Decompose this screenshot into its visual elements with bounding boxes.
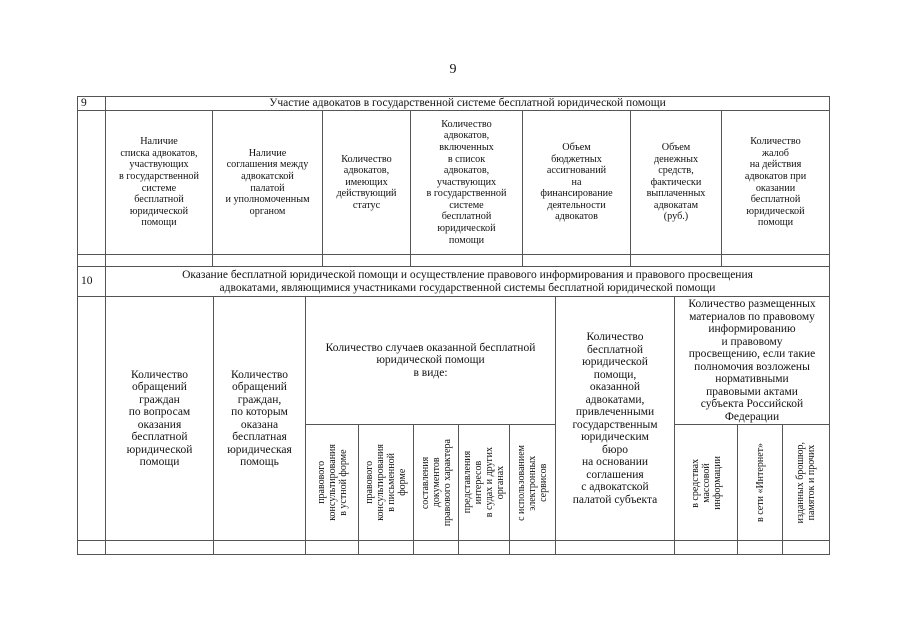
s9-col-1: Наличие списка адвокатов, участвующих в государственной системе бесплатной юридической помощи xyxy=(105,110,213,255)
section9-number: 9 xyxy=(77,96,106,111)
section9-title: Участие адвокатов в государственной системе бесплатной юридической помощи xyxy=(105,96,830,111)
s10-case-courts: представления интересов в судах и других органах xyxy=(458,424,510,541)
s10-data-cell xyxy=(413,540,459,555)
s10-mat-internet: в сети «Интернет» xyxy=(737,424,783,541)
s9-col-2: Наличие соглашения между адвокатской палатой и уполномоченным органом xyxy=(212,110,323,255)
s10-case-oral: правового консультирования в устной форме xyxy=(305,424,359,541)
s10-case-electronic: с использованием электронных сервисов xyxy=(509,424,556,541)
s10-case-documents: составления документов правового характера xyxy=(413,424,459,541)
s10-col-requests: Количество обращений граждан по вопросам оказания бесплатной юридической помощи xyxy=(105,296,214,541)
section10-number: 10 xyxy=(77,266,106,297)
s9-col-5: Объем бюджетных ассигнований на финансирование деятельности адвокатов xyxy=(522,110,631,255)
s10-data-cell xyxy=(737,540,783,555)
s10-col-provided: Количество обращений граждан, по которым оказана бесплатная юридическая помощь xyxy=(213,296,306,541)
s10-mat-brochures: изданных брошюр, памяток и прочих xyxy=(782,424,830,541)
s10-group-materials: Количество размещенных материалов по правовому информированию и правовому просвещению, если такие полномочия возложены нормативными правовыми актами субъекта Российской Федерации xyxy=(674,296,830,425)
s9-col-4: Количество адвокатов, включенных в список адвокатов, участвующих в государственной системе бесплатной юридической помощи xyxy=(410,110,523,255)
s9-col-3: Количество адвокатов, имеющих действующий статус xyxy=(322,110,411,255)
s10-data-cell xyxy=(674,540,738,555)
s10-data-cell xyxy=(555,540,675,555)
s10-number-column xyxy=(77,296,106,541)
page-number: 9 xyxy=(449,62,457,77)
s10-data-cell xyxy=(509,540,556,555)
s10-data-cell xyxy=(305,540,359,555)
s10-mat-media: в средствах массовой информации xyxy=(674,424,738,541)
s10-data-cell xyxy=(213,540,306,555)
s10-data-cell xyxy=(458,540,510,555)
s10-col-bureau: Количество бесплатной юридической помощи, оказанной адвокатами, привлеченными государственным юридическим бюро на основании соглашения с адвокатской палатой субъекта xyxy=(555,296,675,541)
s10-data-cell xyxy=(358,540,414,555)
s10-data-cell xyxy=(77,540,106,555)
s9-col-7: Количество жалоб на действия адвокатов при оказании бесплатной юридической помощи xyxy=(721,110,830,255)
s10-data-cell xyxy=(105,540,214,555)
s10-group-cases: Количество случаев оказанной бесплатной юридической помощи в виде: xyxy=(305,296,556,425)
s9-col-6: Объем денежных средств, фактически выплаченных адвокатам (руб.) xyxy=(630,110,722,255)
s10-data-cell xyxy=(782,540,830,555)
s9-number-column xyxy=(77,110,106,255)
section10-title: Оказание бесплатной юридической помощи и осуществление правового информирования и правового просвещения адвокатами, являющимися участниками государственной системы бесплатной юридической помощи xyxy=(105,266,830,297)
s10-case-written: правового консультирования в письменной форме xyxy=(358,424,414,541)
